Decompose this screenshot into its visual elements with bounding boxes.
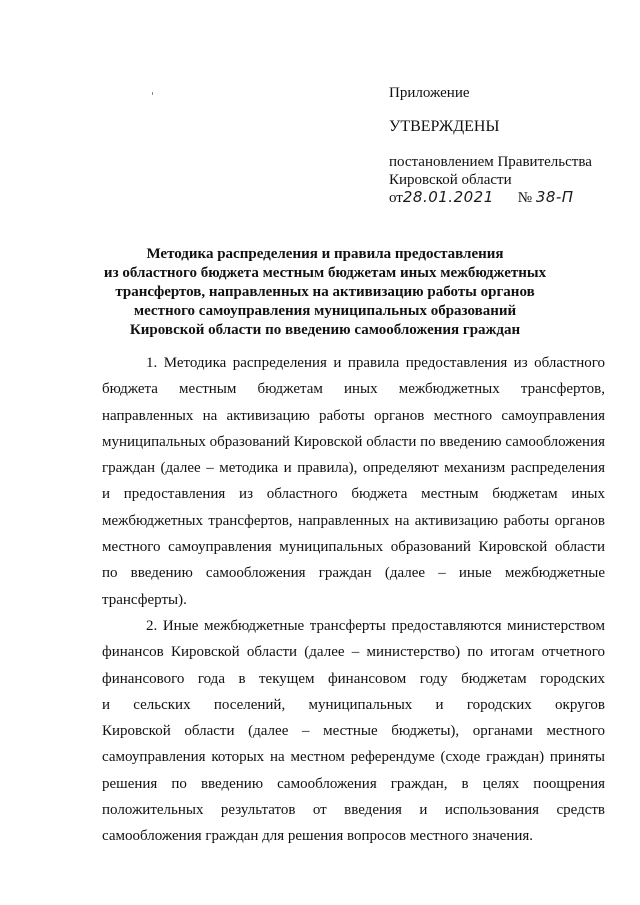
- paragraph-line: 2. Иные межбюджетные трансферты предоставляются министерством: [146, 617, 605, 634]
- paragraph-line: трансферты).: [102, 591, 187, 608]
- paragraph-line: местного самоуправления муниципальных образований Кировской области: [102, 539, 605, 556]
- appendix-label: Приложение: [389, 85, 470, 101]
- title-line: трансфертов, направленных на активизацию работы органов: [115, 284, 535, 300]
- paragraph-2: [102, 613, 605, 850]
- paragraph-1: [102, 350, 605, 613]
- paragraph-line: и предоставления из областного бюджета местным бюджетам иных: [102, 486, 605, 503]
- title-line: Методика распределения и правила предоставления: [146, 246, 504, 262]
- paragraph-line: граждан (далее – методика и правила), определяют механизм распределения: [102, 460, 605, 477]
- document-title: [60, 245, 590, 340]
- paragraph-line: финансов Кировской области (далее – министерство) по итогам отчетного: [102, 644, 605, 661]
- handwritten-number: 38-П: [535, 188, 574, 206]
- paragraph-line: положительных результатов от введения и использования средств: [102, 802, 605, 819]
- paragraph-line: самообложения граждан для решения вопросов местного значения.: [102, 828, 534, 845]
- decree-line-1: постановлением Правительства: [389, 154, 592, 170]
- approved-label: УТВЕРЖДЕНЫ: [389, 118, 500, 135]
- paragraph-line: направленных на активизацию работы органов местного самоуправления: [102, 407, 605, 424]
- paragraph-line: решения по введению самообложения граждан, в целях поощрения: [102, 775, 605, 792]
- decree-reference: [389, 153, 629, 189]
- handwritten-date: 28.01.2021: [402, 188, 494, 206]
- title-line: из областного бюджета местным бюджетам иных межбюджетных: [103, 265, 547, 281]
- decree-line-2: Кировской области: [389, 172, 512, 188]
- scan-speck: [152, 92, 153, 95]
- paragraph-line: финансового года в текущем финансовом году бюджетам городских: [102, 670, 605, 687]
- paragraph-line: самоуправления которых на местном референдуме (сходе граждан) приняты: [102, 749, 605, 766]
- paragraph-line: 1. Методика распределения и правила предоставления из областного: [146, 355, 605, 371]
- document-body: [102, 350, 605, 850]
- paragraph-line: и сельских поселений, муниципальных и городских округов: [102, 696, 605, 713]
- date-number-line: [389, 188, 629, 207]
- paragraph-line: Кировской области (далее – местные бюджеты), органами местного: [102, 723, 605, 740]
- number-prefix: №: [517, 190, 533, 206]
- paragraph-line: бюджета местным бюджетам иных межбюджетных трансфертов,: [102, 381, 605, 398]
- paragraph-line: по введению самообложения граждан (далее – иные межбюджетные: [102, 565, 605, 582]
- title-line: Кировской области по введению самообложения граждан: [129, 322, 521, 338]
- title-line: местного самоуправления муниципальных образований: [133, 303, 517, 319]
- paragraph-line: межбюджетных трансфертов, направленных на активизацию работы органов: [102, 512, 605, 529]
- date-prefix: от: [389, 190, 403, 206]
- paragraph-line: муниципальных образований Кировской области по введению самообложения: [102, 433, 605, 450]
